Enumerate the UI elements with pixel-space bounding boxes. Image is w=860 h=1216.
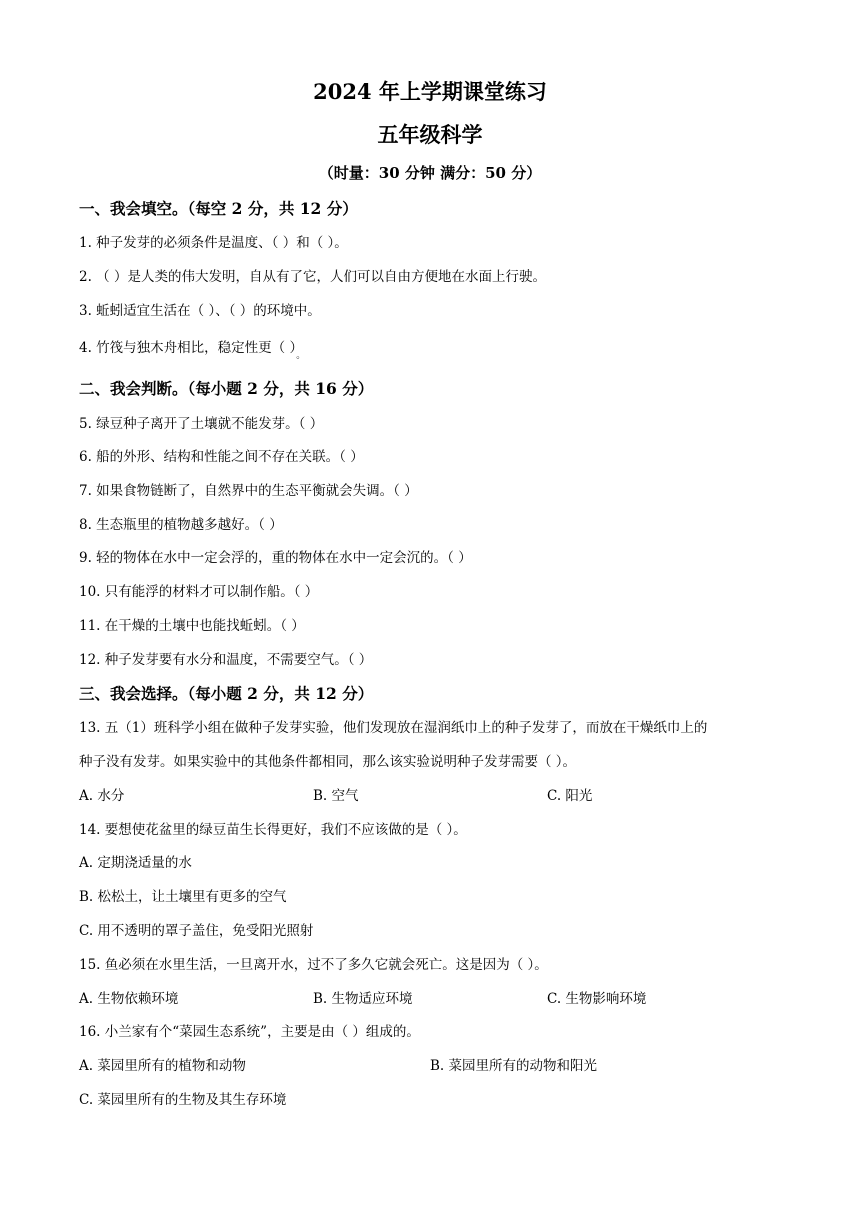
- question-16: 16. 小兰家有个“菜园生态系统”，主要是由（ ）组成的。: [79, 1024, 420, 1040]
- question-11: 11. 在干燥的土壤中也能找蚯蚓。（ ）: [79, 618, 305, 634]
- question-3: 3. 蚯蚓适宜生活在（ ）、（ ）的环境中。: [79, 303, 321, 319]
- question-13-option-c: C. 阳光: [547, 788, 593, 804]
- section-3-heading: 三、我会选择。（每小题 2 分，共 12 分）: [79, 684, 374, 703]
- question-6: 6. 船的外形、结构和性能之间不存在关联。（ ）: [79, 449, 364, 465]
- section-2-heading: 二、我会判断。（每小题 2 分，共 16 分）: [79, 379, 374, 398]
- question-9: 9. 轻的物体在水中一定会浮的，重的物体在水中一定会沉的。（ ）: [79, 550, 472, 566]
- question-10: 10. 只有能浮的材料才可以制作船。（ ）: [79, 584, 319, 600]
- question-13-option-a: A. 水分: [79, 788, 125, 804]
- question-16-option-b: B. 菜园里所有的动物和阳光: [430, 1058, 598, 1074]
- exam-time-score: （时量：30 分钟 满分：50 分）: [318, 164, 542, 182]
- question-4: [79, 336, 305, 361]
- question-2: 2. （ ）是人类的伟大发明，自从有了它，人们可以自由方便地在水面上行驶。: [79, 269, 546, 285]
- question-4-end: 。: [296, 351, 306, 361]
- question-14-option-b: B. 松松土，让土壤里有更多的空气: [79, 889, 287, 905]
- question-14: 14. 要想使花盆里的绿豆苗生长得更好，我们不应该做的是（ ）。: [79, 822, 467, 838]
- section-1-heading: 一、我会填空。（每空 2 分，共 12 分）: [79, 199, 358, 218]
- question-13-line-1: 13. 五（1）班科学小组在做种子发芽实验，他们发现放在湿润纸巾上的种子发芽了，而放在干燥纸巾上的: [79, 720, 708, 736]
- question-13-option-b: B. 空气: [313, 788, 359, 804]
- question-1: 1. 种子发芽的必须条件是温度、（ ）和（ ）。: [79, 235, 348, 251]
- question-16-option-c: C. 菜园里所有的生物及其生存环境: [79, 1092, 287, 1108]
- question-5: 5. 绿豆种子离开了土壤就不能发芽。（ ）: [79, 416, 324, 432]
- question-4-text: 4. 竹筏与独木舟相比，稳定性更（ ）: [79, 340, 297, 356]
- question-15-option-c: C. 生物影响环境: [547, 991, 647, 1007]
- question-8: 8. 生态瓶里的植物越多越好。（ ）: [79, 517, 283, 533]
- question-15-option-b: B. 生物适应环境: [313, 991, 413, 1007]
- question-15-option-a: A. 生物依赖环境: [79, 991, 179, 1007]
- exam-title: 2024 年上学期课堂练习: [313, 79, 547, 104]
- question-13-line-2: 种子没有发芽。如果实验中的其他条件都相同，那么该实验说明种子发芽需要（ ）。: [79, 754, 577, 770]
- question-16-option-a: A. 菜园里所有的植物和动物: [79, 1058, 246, 1074]
- question-12: 12. 种子发芽要有水分和温度，不需要空气。（ ）: [79, 652, 373, 668]
- exam-subject: 五年级科学: [377, 122, 483, 147]
- question-14-option-a: A. 定期浇适量的水: [79, 855, 192, 871]
- question-15: 15. 鱼必须在水里生活，一旦离开水，过不了多久它就会死亡。这是因为（ ）。: [79, 957, 548, 973]
- question-14-option-c: C. 用不透明的罩子盖住，免受阳光照射: [79, 923, 314, 939]
- question-7: 7. 如果食物链断了，自然界中的生态平衡就会失调。（ ）: [79, 483, 418, 499]
